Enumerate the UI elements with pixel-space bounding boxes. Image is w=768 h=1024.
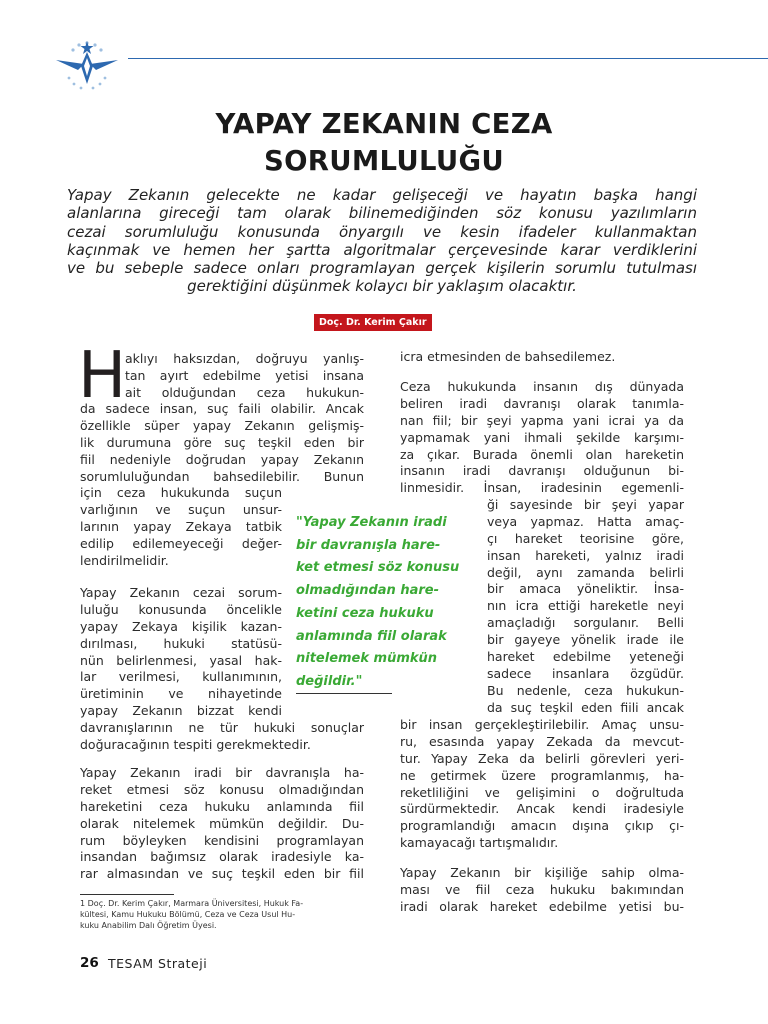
author-badge: Doç. Dr. Kerim Çakır	[314, 314, 432, 331]
body-line: rum böyleyken kendisini programlayan	[80, 832, 364, 848]
body-line: Yapay Zekanın cezai sorum-	[80, 585, 282, 600]
body-line: Yapay Zekanın bir kişiliğe sahip olma-	[400, 865, 684, 880]
body-line: varlığının ve suçun unsur-	[80, 501, 282, 517]
body-line: reketliliğini ve gelişimini o doğrultuda	[400, 784, 684, 800]
lead-line: gerektiğini düşünmek kolaycı bir yaklaşım olacaktır.	[187, 277, 577, 296]
body-line: davranışlarının ne tür hukuki sonuçlar	[80, 720, 364, 735]
lead-line: Yapay Zekanın gelecekte ne kadar gelişeceği ve hayatın başka hangi	[67, 186, 697, 204]
body-line: üretiminin ve nihayetinde	[80, 686, 282, 702]
right-p2-narrow	[487, 497, 684, 717]
left-p3	[80, 765, 364, 883]
lead-line: ve bu sebeple sadece onları programlayan gerçek kişilerin sorumlu tutulması	[67, 259, 697, 278]
body-line: sadece insanlara özgüdür.	[487, 665, 684, 681]
body-line: veya yapmaz. Hatta amaç-	[487, 513, 684, 529]
title-line: SORUMLULUĞU	[263, 145, 504, 177]
body-line: için ceza hukukunda suçun	[80, 485, 282, 500]
left-p1-full	[80, 401, 364, 485]
body-line: çı hareket teorisine göre,	[487, 530, 684, 546]
pull-quote-line: olmadığından hare-	[296, 583, 439, 599]
pull-quote-line: bir davranışla hare-	[296, 537, 441, 553]
tesam-logo	[54, 38, 120, 92]
body-line: ru, esasında yapay Zekada da mevcut-	[400, 733, 684, 749]
pull-quote-line: ket etmesi söz konusu	[296, 560, 460, 576]
body-line: da sadece insan, suç faili olabilir. Ancak	[80, 401, 364, 416]
body-line: amaçladığı sorgulanır. Belli	[487, 615, 684, 631]
footnote-line: kültesi, Kamu Hukuku Bölümü, Ceza ve Ceza Usul Hu-	[80, 910, 296, 920]
body-line: insandan bağımsız olarak iradesiyle ka-	[80, 849, 364, 865]
body-line: Yapay Zekanın iradi bir davranışla ha-	[80, 765, 364, 780]
body-line: nün belirlenmesi, yasal hak-	[80, 652, 282, 668]
right-p1	[400, 349, 684, 366]
body-line: linmesidir. İnsan, iradesinin egemenli-	[400, 480, 684, 496]
body-line: lendirilmelidir.	[80, 552, 169, 568]
body-line: olarak nitelemek mümkün değildir. Du-	[80, 815, 364, 831]
body-line: tur. Yapay Zeka da belirli görevleri yeri-	[400, 750, 684, 766]
body-line: ait olduğundan ceza hukukun-	[125, 384, 364, 400]
left-p1-narrow	[80, 485, 282, 569]
footnote-line: kuku Anabilim Dalı Öğretim Üyesi.	[80, 921, 217, 931]
body-line: Bu nedenle, ceza hukukun-	[487, 682, 684, 698]
right-p3	[400, 865, 684, 916]
body-line: ği sayesinde bir şeyi yapar	[487, 497, 684, 512]
right-p2-full	[400, 379, 684, 497]
footnote	[80, 898, 372, 932]
body-line: ne getirmek üzere programlanmış, ha-	[400, 767, 684, 783]
header-rule	[128, 58, 768, 59]
title-line: YAPAY ZEKANIN CEZA	[215, 108, 553, 140]
body-line: insan hareketi, yalnız iradi	[487, 547, 684, 563]
lead-line: alanlarına gireceği tam olarak bilinemediğinden söz konusu yazılımların	[67, 204, 697, 223]
body-line: tan ayırt edebilme yetisi insana	[125, 367, 364, 383]
body-line: yapay Zekaya kişilik kazan-	[80, 618, 282, 634]
pull-quote	[296, 512, 466, 694]
right-p2-full2	[400, 717, 684, 852]
left-p1-indented	[125, 351, 364, 402]
footnote-line: 1 Doç. Dr. Kerim Çakır, Marmara Üniversitesi, Hukuk Fa-	[80, 899, 304, 908]
pull-quote-line: "Yapay Zekanın iradi	[296, 515, 447, 530]
body-line: nın icra ettiği hareketle neyi	[487, 598, 684, 614]
body-line: ması ve fiil ceza hukuku bakımından	[400, 881, 684, 897]
body-line: programlandığı amacın dışına çıkıp çı-	[400, 818, 684, 834]
lead-line: cezai sorumluluğu konusunda önyargılı ve kesin ifadeler kullanmaktan	[67, 222, 697, 241]
footnote-rule	[80, 894, 174, 895]
body-line: beliren iradi davranışı olarak tanımla-	[400, 395, 684, 411]
body-line: Ceza hukukunda insanın dış dünyada	[400, 379, 684, 394]
drop-cap: H	[78, 339, 127, 413]
left-p2-narrow	[80, 585, 282, 720]
body-line: değil, aynı zamanda belirli	[487, 564, 684, 580]
body-line: yapmamak yani ihmali şekilde karşımı-	[400, 429, 684, 445]
body-line: lar verilmesi, kullanımının,	[80, 669, 282, 685]
body-line: icra etmesinden de bahsedilemez.	[400, 349, 616, 364]
body-line: da suç teşkil eden fiili ancak	[487, 699, 684, 715]
body-line: hareket edebilme yeteneği	[487, 649, 684, 665]
pull-quote-line: nitelemek mümkün	[296, 651, 438, 667]
magazine-name: TESAM Strateji	[108, 956, 208, 971]
body-line: bir insan gerçekleştirilebilir. Amaç unsu-	[400, 717, 684, 732]
body-line: rar almasından ve suç teşkil eden bir fiil	[80, 866, 364, 882]
pull-quote-line: ketini ceza hukuku	[296, 605, 434, 621]
body-line: reket etmesi söz konusu olmadığından	[80, 781, 364, 797]
body-line: sorumluluğundan bahsedilebilir. Bunun	[80, 468, 364, 484]
body-line: nan fiil; bir şeyi yapma yani icrai ya da	[400, 412, 684, 428]
body-line: larının yapay Zekaya tatbik	[80, 518, 282, 534]
pull-quote-rule	[296, 693, 392, 694]
article-title	[60, 106, 708, 180]
body-line: lik durumuna göre suç teşkil eden bir	[80, 434, 364, 450]
pull-quote-line: anlamında fiil olarak	[296, 628, 447, 644]
body-line: yapay Zekanın bizzat kendi	[80, 703, 282, 719]
body-line: za çıkar. Burada önemli olan hareketin	[400, 446, 684, 462]
pull-quote-line: değildir."	[296, 673, 363, 689]
body-line: edilip edilemeyeceği değer-	[80, 535, 282, 551]
page-number: 26	[80, 955, 99, 971]
body-line: insanın iradi davranışı olduğunun bi-	[400, 463, 684, 479]
body-line: bir amaca yöneliktir. İnsa-	[487, 581, 684, 597]
body-line: sürdürmektedir. Ancak kendi iradesiyle	[400, 801, 684, 817]
left-p2-full	[80, 720, 364, 754]
body-line: doğuracağının tespiti gerekmektedir.	[80, 736, 311, 752]
body-line: iradi olarak hareket edebilme yetisi bu-	[400, 898, 684, 914]
body-line: özellikle süper yapay Zekanın gelişmiş-	[80, 417, 364, 433]
lead-paragraph	[67, 186, 697, 296]
body-line: hareketini ceza hukuku anlamında fiil	[80, 798, 364, 814]
body-line: dırılması, hukuki statüsü-	[80, 635, 282, 651]
body-line: kamayacağı tartışmalıdır.	[400, 835, 559, 851]
body-line: aklıyı haksızdan, doğruyu yanlış-	[125, 351, 364, 366]
body-line: fiil nedeniyle doğrudan yapay Zekanın	[80, 451, 364, 467]
lead-line: kaçınmak ve hemen her şartta algoritmalar çerçevesinde karar verdiklerini	[67, 240, 697, 259]
body-line: luluğu konusunda öncelikle	[80, 601, 282, 617]
body-line: bir gayeye yönelik irade ile	[487, 632, 684, 648]
